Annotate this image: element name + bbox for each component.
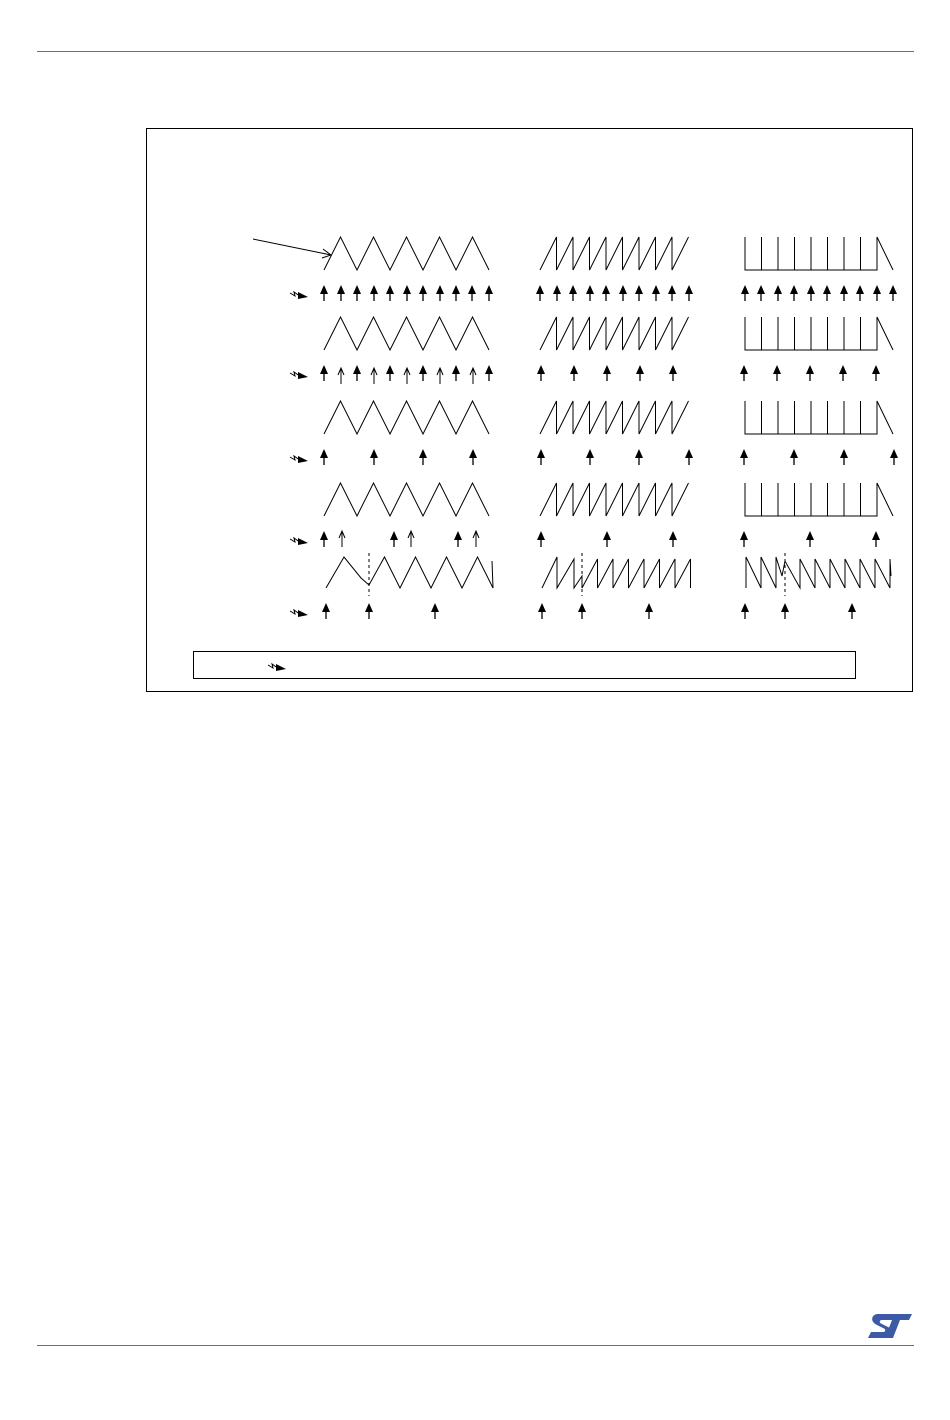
update-arrow-head [586, 449, 594, 458]
update-arrow-head [536, 285, 544, 294]
st-logo [866, 1312, 914, 1342]
update-arrow-head [890, 449, 898, 458]
update-arrow-head [741, 603, 749, 612]
down-counting-waveform [745, 237, 893, 270]
update-arrow-head [569, 285, 577, 294]
update-arrow-head [320, 531, 328, 540]
update-arrow-head [840, 449, 848, 458]
update-arrow-head [370, 285, 378, 294]
update-arrow-head [485, 365, 493, 374]
update-arrow-head [320, 449, 328, 458]
down-counting-waveform [745, 483, 893, 516]
down-counting-waveform [745, 401, 893, 434]
legend-box [193, 651, 856, 679]
update-arrow-head [856, 285, 864, 294]
update-arrow-head [848, 603, 856, 612]
update-arrow-head [468, 285, 476, 294]
update-arrow-head [436, 285, 444, 294]
center-aligned-waveform [369, 557, 493, 588]
update-arrow-head [773, 365, 781, 374]
down-counting-waveform [746, 557, 891, 588]
update-arrow-head [790, 285, 798, 294]
update-arrow-head [740, 449, 748, 458]
update-arrow-head [668, 285, 676, 294]
update-event-icon [267, 656, 289, 672]
footer-rule [37, 1345, 914, 1346]
update-event-icon [298, 372, 308, 379]
update-arrow-head [370, 449, 378, 458]
update-arrow-head [685, 285, 693, 294]
center-aligned-waveform [324, 317, 489, 350]
up-counting-waveform [540, 237, 689, 270]
update-arrow-head [586, 285, 594, 294]
update-arrow-head [365, 603, 373, 612]
update-arrow-head [652, 285, 660, 294]
center-aligned-waveform [324, 401, 489, 434]
update-arrow-head [454, 531, 462, 540]
update-arrow-head [353, 365, 361, 374]
update-arrow-head [669, 531, 677, 540]
update-arrow-head [840, 285, 848, 294]
center-aligned-waveform [324, 483, 489, 516]
update-arrow-head [635, 449, 643, 458]
update-event-icon [298, 292, 308, 299]
update-arrow-head [537, 531, 545, 540]
up-counting-waveform [540, 483, 689, 516]
update-arrow-head [781, 603, 789, 612]
update-arrow-head [806, 531, 814, 540]
update-arrow-head [452, 365, 460, 374]
update-arrow-head [636, 365, 644, 374]
update-arrow-head [537, 365, 545, 374]
update-arrow-head [872, 365, 880, 374]
update-arrow-head [485, 285, 493, 294]
update-arrow-head [419, 285, 427, 294]
update-arrow-head [403, 285, 411, 294]
update-arrow-head [740, 365, 748, 374]
update-event-icon [298, 538, 308, 545]
update-arrow-head [337, 285, 345, 294]
down-counting-waveform [745, 317, 893, 350]
up-counting-waveform [540, 317, 689, 350]
update-arrow-head [386, 365, 394, 374]
update-arrow-head [469, 449, 477, 458]
update-event-icon [298, 610, 308, 617]
update-arrow-head [635, 285, 643, 294]
update-arrow-head [320, 285, 328, 294]
pointer-arrow [253, 239, 331, 255]
update-arrow-head [320, 365, 328, 374]
update-arrow-head [806, 365, 814, 374]
update-arrow-head [431, 603, 439, 612]
update-arrow-head [839, 365, 847, 374]
update-arrow-head [570, 365, 578, 374]
update-arrow-head [419, 365, 427, 374]
up-counting-waveform [542, 557, 691, 588]
center-aligned-waveform [324, 237, 489, 270]
update-arrow-head [538, 603, 546, 612]
update-arrow-head [603, 365, 611, 374]
update-arrow-head [386, 285, 394, 294]
update-arrow-head [685, 449, 693, 458]
update-arrow-head [553, 285, 561, 294]
update-arrow-head [353, 285, 361, 294]
header-rule [37, 51, 914, 52]
update-arrow-head [757, 285, 765, 294]
update-arrow-head [578, 603, 586, 612]
figure-frame [146, 128, 913, 692]
update-arrow-head [602, 285, 610, 294]
update-arrow-head [790, 449, 798, 458]
counter-mode-diagram [147, 129, 914, 693]
up-counting-waveform [540, 401, 689, 434]
update-arrow-head [619, 285, 627, 294]
update-arrow-head [774, 285, 782, 294]
center-aligned-waveform [326, 557, 369, 588]
update-arrow-head [889, 285, 897, 294]
update-event-icon [298, 456, 308, 463]
update-arrow-head [873, 285, 881, 294]
update-arrow-head [823, 285, 831, 294]
update-arrow-head [741, 285, 749, 294]
update-arrow-head [390, 531, 398, 540]
update-arrow-head [872, 531, 880, 540]
update-arrow-head [452, 285, 460, 294]
update-arrow-head [645, 603, 653, 612]
update-arrow-head [537, 449, 545, 458]
update-arrow-head [807, 285, 815, 294]
update-arrow-head [669, 365, 677, 374]
update-arrow-head [603, 531, 611, 540]
update-arrow-head [740, 531, 748, 540]
update-arrow-head [322, 603, 330, 612]
update-arrow-head [419, 449, 427, 458]
